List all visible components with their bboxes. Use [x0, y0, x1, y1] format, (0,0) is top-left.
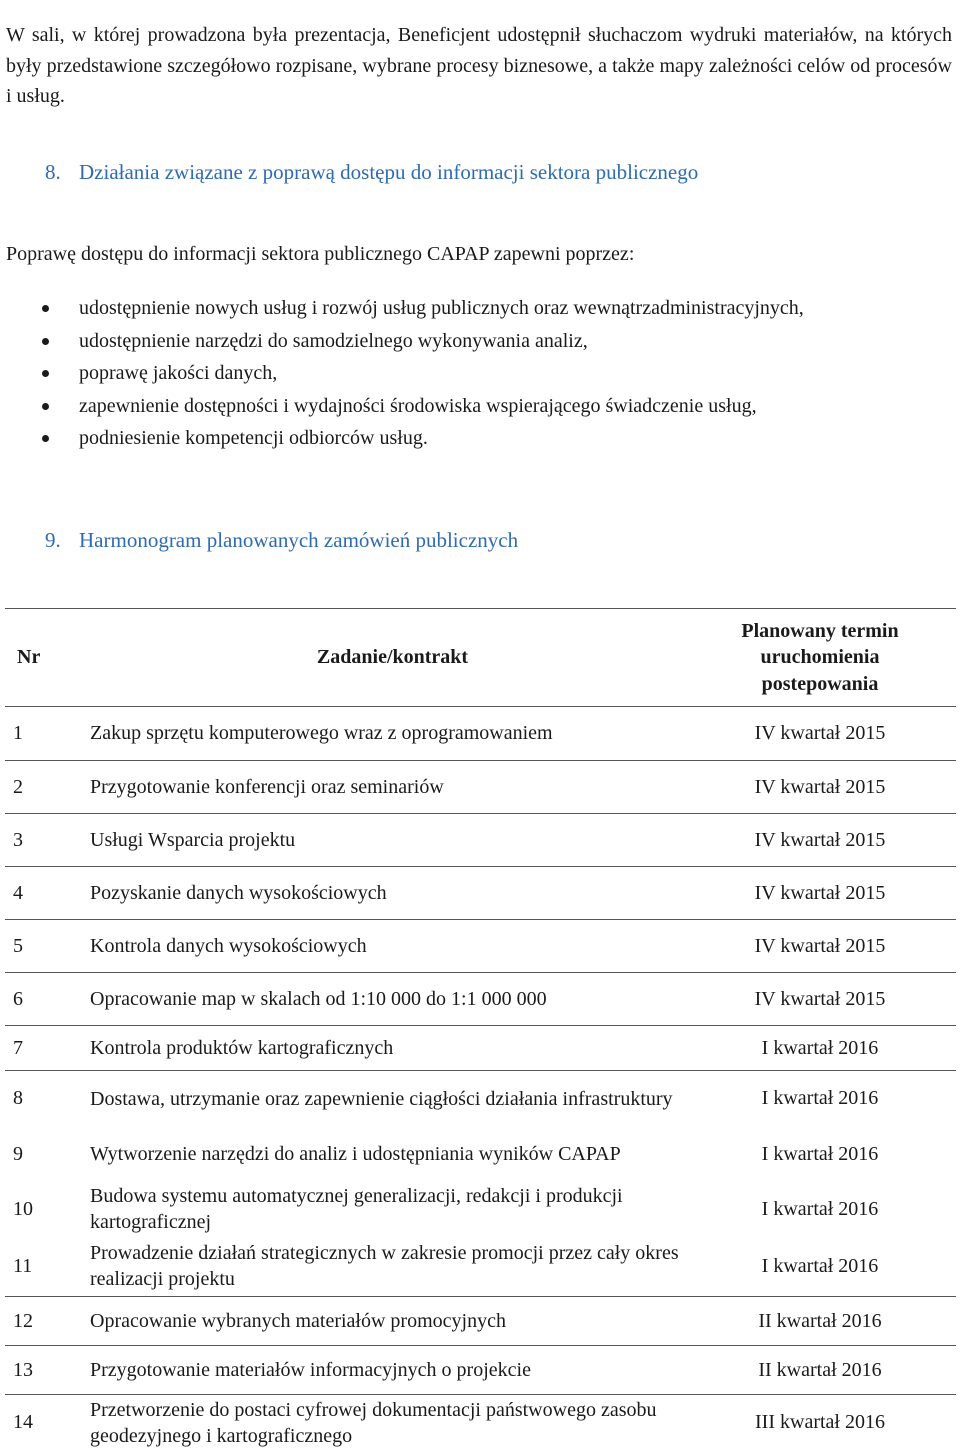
row-task: Wytworzenie narzędzi do analiz i udostępniania wyników CAPAP: [90, 1143, 621, 1165]
row-term: IV kwartał 2015: [702, 707, 956, 761]
header-term: Planowany termin uruchomienia postepowania: [702, 609, 956, 707]
table-row: [5, 1395, 956, 1451]
table-row: [5, 1346, 956, 1395]
row-task: Opracowanie wybranych materiałów promocyjnych: [83, 1297, 702, 1346]
table-row: [5, 1127, 956, 1182]
table-row: [5, 867, 956, 920]
row-task: Usługi Wsparcia projektu: [83, 814, 702, 867]
row-task: Zakup sprzętu komputerowego wraz z oprogramowaniem: [83, 707, 702, 761]
row-task: Budowa systemu automatycznej generalizacji, redakcji i produkcji kartograficznej: [90, 1185, 623, 1233]
row-term: IV kwartał 2015: [702, 761, 956, 814]
row-nr: 1: [5, 707, 83, 761]
bullet-item: podniesienie kompetencji odbiorców usług.: [0, 422, 804, 455]
row-term: I kwartał 2016: [702, 1026, 956, 1071]
row-nr: 3: [5, 814, 83, 867]
row-task: Kontrola danych wysokościowych: [83, 920, 702, 973]
section-8-heading: [45, 160, 698, 185]
row-nr: 7: [5, 1026, 83, 1071]
row-task: Prowadzenie działań strategicznych w zakresie promocji przez cały okres realizacji projektu: [83, 1237, 702, 1297]
table-row: [5, 920, 956, 973]
row-nr: 11: [5, 1237, 83, 1297]
row-task: Przygotowanie konferencji oraz seminariów: [83, 761, 702, 814]
row-term: IV kwartał 2015: [702, 814, 956, 867]
row-nr: 6: [5, 973, 83, 1026]
table-row: [5, 1182, 956, 1237]
row-task: Przetworzenie do postaci cyfrowej dokumentacji państwowego zasobu geodezyjnego i kartograficznego: [90, 1398, 657, 1447]
row-nr: 5: [5, 920, 83, 973]
row-nr: 14: [13, 1411, 33, 1434]
row-nr: 13: [5, 1346, 83, 1395]
section-9-heading: [45, 528, 518, 553]
table-header-row: [5, 609, 956, 707]
row-task: Kontrola produktów kartograficznych: [83, 1026, 702, 1071]
row-nr: 12: [5, 1297, 83, 1346]
table-row: [5, 814, 956, 867]
section-9-number: 9.: [45, 528, 61, 552]
bullet-item: udostępnienie narzędzi do samodzielnego wykonywania analiz,: [0, 325, 804, 358]
table-row: [5, 1071, 956, 1127]
row-nr: 10: [13, 1197, 33, 1220]
table-row: [5, 1297, 956, 1346]
row-term: I kwartał 2016: [761, 1087, 879, 1110]
row-term: IV kwartał 2015: [702, 867, 956, 920]
row-term: III kwartał 2016: [755, 1411, 885, 1434]
section-8-lead: Poprawę dostępu do informacji sektora publicznego CAPAP zapewni poprzez:: [6, 243, 635, 265]
table-row: [5, 1237, 956, 1297]
header-task: Zadanie/kontrakt: [83, 609, 702, 707]
row-nr: 2: [5, 761, 83, 814]
section-8-bullet-list: [0, 292, 804, 455]
section-9-title: Harmonogram planowanych zamówień publicznych: [79, 528, 519, 552]
row-term: IV kwartał 2015: [702, 973, 956, 1026]
intro-paragraph: W sali, w której prowadzona była prezentacja, Beneficjent udostępnił słuchaczom wydruki materiałów, na których były przedstawione szczegółowo rozpisane, wybrane procesy biznesowe, a także mapy zależności celów od procesów i usług.: [6, 24, 952, 107]
bullet-item: udostępnienie nowych usług i rozwój usług publicznych oraz wewnątrzadministracyjnych,: [0, 292, 804, 325]
row-term: I kwartał 2016: [761, 1197, 879, 1220]
table-row: [5, 707, 956, 761]
row-term: II kwartał 2016: [702, 1297, 956, 1346]
row-task: Pozyskanie danych wysokościowych: [83, 867, 702, 920]
table-row: [5, 761, 956, 814]
row-term: I kwartał 2016: [761, 1142, 879, 1165]
row-nr: 9: [13, 1142, 23, 1165]
row-term: I kwartał 2016: [702, 1237, 956, 1297]
table-row: [5, 1026, 956, 1071]
header-nr: Nr: [5, 609, 83, 707]
row-term: IV kwartał 2015: [702, 920, 956, 973]
section-8-number: 8.: [45, 160, 61, 184]
row-task: Dostawa, utrzymanie oraz zapewnienie ciągłości działania infrastruktury: [90, 1087, 673, 1110]
row-nr: 8: [13, 1087, 23, 1110]
bullet-item: poprawę jakości danych,: [0, 357, 804, 390]
row-nr: 4: [5, 867, 83, 920]
schedule-table: [5, 608, 956, 1451]
row-task: Opracowanie map w skalach od 1:10 000 do 1:1 000 000: [83, 973, 702, 1026]
bullet-item: zapewnienie dostępności i wydajności środowiska wspierającego świadczenie usług,: [0, 390, 804, 423]
row-task: Przygotowanie materiałów informacyjnych o projekcie: [83, 1346, 702, 1395]
section-8-title: Działania związane z poprawą dostępu do informacji sektora publicznego: [79, 160, 699, 184]
table-row: [5, 973, 956, 1026]
row-term: II kwartał 2016: [702, 1346, 956, 1395]
